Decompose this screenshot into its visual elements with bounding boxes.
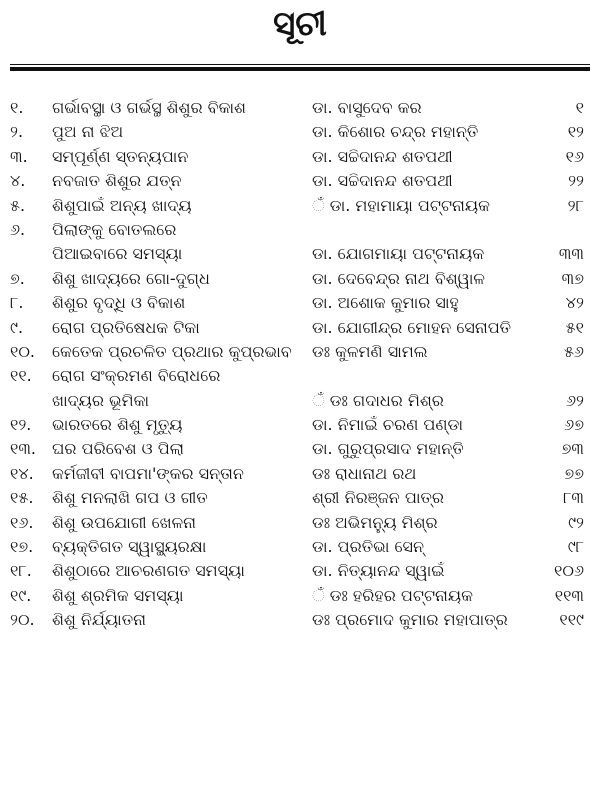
toc-entry-number: ୨. [10, 122, 24, 142]
toc-row [0, 364, 600, 388]
toc-entry-page: ୪୨ [565, 293, 584, 313]
toc-entry-page: ୭୭ [564, 463, 584, 483]
toc-entry-number: ୧୮. [10, 561, 32, 581]
toc-entry-number: ୧୬. [10, 512, 34, 532]
toc-entry-page: ୨୮ [567, 195, 584, 215]
toc-entry-page: ୫୧ [565, 317, 584, 337]
toc-entry-title: ପିଲାଙ୍କୁ ବୋତଲରେ [52, 219, 177, 239]
toc-entry-page: ୨୨ [568, 171, 584, 191]
toc-entry-page: ୧୧୯ [559, 610, 584, 630]
toc-row [0, 437, 600, 461]
toc-row [0, 96, 600, 120]
toc-entry-author: ଡା. ନିମାଇଁ ଚରଣ ପଣ୍ଡା [312, 415, 463, 435]
toc-row [0, 169, 600, 193]
toc-row [0, 413, 600, 437]
toc-entry-title: ସମ୍ପୂର୍ଣ୍ଣ ସ୍ତନ୍ୟପାନ [52, 146, 189, 166]
toc-row [0, 389, 600, 413]
toc-entry-author: ଡା. ଦେବେନ୍ଦ୍ର ନାଥ ବିଶ୍ୱାଳ [312, 268, 485, 288]
toc-entry-title: ଶିଶୁ ଉପଯୋଗୀ ଖେଳନା [52, 512, 197, 532]
toc-entry-page: ୮୩ [563, 488, 584, 508]
toc-entry-title: ଶିଶୁ ଶ୍ରମିକ ସମସ୍ୟା [52, 585, 184, 605]
page-title: ସୂଚୀ [273, 4, 327, 44]
toc-entry-author: ଁ ଡା. ମହାମାୟା ପଟ୍ଟନାୟକ [312, 195, 490, 215]
toc-entry-number: ୮. [10, 293, 24, 313]
toc-entry-number: ୧୨. [10, 415, 32, 435]
toc-entry-author: ଡା. ବାସୁଦେବ କର [312, 98, 422, 117]
toc-entry-title: ରୋଗ ପ୍ରତିଷେଧକ ଟିକା [52, 317, 200, 337]
toc-entry-page: ୧୨ [567, 122, 584, 142]
toc-entry-number: ୨୦. [10, 610, 35, 630]
toc-entry-author: ଁ ଡଃ ଗଦାଧର ମିଶ୍ର [312, 390, 444, 410]
toc-entry-title: ଶିଶୁଠାରେ ଆଚରଣଗତ ସମସ୍ୟା [52, 561, 245, 581]
toc-entry-page: ୧ [575, 98, 584, 117]
toc-entry-title: ଶିଶୁ ଖାଦ୍ୟରେ ଗୋ-ଦୁଗ୍ଧ [52, 268, 210, 288]
toc-entry-title: ବ୍ୟକ୍ତିଗତ ସ୍ୱାସ୍ଥ୍ୟରକ୍ଷା [52, 537, 207, 557]
toc-row [0, 608, 600, 632]
toc-row [0, 462, 600, 486]
toc-row [0, 535, 600, 559]
table-of-contents [0, 96, 600, 633]
toc-entry-number: ୧୧. [10, 366, 32, 386]
toc-entry-author: ଡା. ଗୁରୁପ୍ରସାଦ ମହାନ୍ତି [312, 439, 464, 459]
toc-row [0, 194, 600, 218]
toc-row [0, 559, 600, 583]
toc-entry-number: ୭. [10, 268, 25, 288]
toc-row [0, 145, 600, 169]
toc-row [0, 511, 600, 535]
toc-row [0, 340, 600, 364]
toc-entry-title: ନବଜାତ ଶିଶୁର ଯତ୍ନ [52, 171, 182, 191]
toc-entry-page: ୧୬ [565, 146, 584, 166]
toc-row [0, 218, 600, 242]
toc-entry-page: ୭୩ [561, 439, 584, 459]
toc-entry-number: ୫. [10, 195, 26, 215]
toc-entry-author: ଡା. ଯୋଗମାୟା ପଟ୍ଟନାୟକ [312, 244, 485, 264]
toc-entry-number: ୬. [10, 219, 26, 239]
toc-entry-author: ଡଃ କୁଳମଣି ସାମଲ [312, 341, 428, 361]
header-rule-thick [10, 67, 590, 71]
toc-entry-title: ଭାରତରେ ଶିଶୁ ମୃତ୍ୟୁ [52, 415, 183, 435]
toc-entry-author: ଡା. ଅଶୋକ କୁମାର ସାହୁ [312, 293, 459, 313]
toc-entry-author: ଡଃ ପ୍ରମୋଦ କୁମାର ମହାପାତ୍ର [312, 610, 508, 630]
toc-entry-number: ୧. [10, 98, 24, 117]
header-rule-thin [10, 64, 590, 65]
toc-entry-title: କର୍ମଜୀବୀ ବାପମା'ଙ୍କର ସନ୍ତାନ [52, 463, 244, 483]
toc-entry-title: ପିଆଇବାରେ ସମସ୍ୟା [52, 244, 183, 264]
toc-entry-title: ଶିଶୁ ନିର୍ଯ୍ୟାତନା [52, 610, 146, 630]
toc-entry-author: ଡା. କିଶୋର ଚନ୍ଦ୍ର ମହାନ୍ତି [312, 122, 479, 142]
toc-entry-title: ରୋଗ ସଂକ୍ରମଣ ବିରୋଧରେ [52, 366, 221, 386]
toc-entry-title: ଖାଦ୍ୟର ଭୂମିକା [52, 390, 150, 410]
toc-entry-page: ୩୩ [558, 244, 584, 264]
toc-entry-page: ୫୬ [563, 341, 584, 361]
toc-entry-page: ୩୭ [561, 268, 584, 288]
toc-row [0, 486, 600, 510]
toc-entry-title: ଶିଶୁର ବୃଦ୍ଧି ଓ ବିକାଶ [52, 293, 186, 313]
toc-entry-number: ୧୯. [10, 585, 32, 605]
toc-entry-number: ୧୭. [10, 537, 34, 557]
toc-entry-number: ୧୦. [10, 341, 36, 361]
toc-row [0, 120, 600, 144]
toc-entry-page: ୧୦୬ [554, 561, 584, 581]
toc-entry-number: ୩. [10, 146, 28, 166]
toc-row [0, 316, 600, 340]
toc-entry-author: ଶ୍ରୀ ନିରଞ୍ଜନ ପାତ୍ର [312, 488, 445, 508]
toc-entry-number: ୯. [10, 317, 24, 337]
toc-entry-title: ପୁଅ ନା ଝିଅ [52, 122, 124, 142]
toc-entry-author: ଡା. ସଚ୍ଚିଦାନନ୍ଦ ଶତପଥୀ [312, 146, 453, 166]
toc-entry-number: ୧୪. [10, 463, 34, 483]
toc-entry-page: ୯୨ [568, 512, 584, 532]
toc-entry-author: ଁ ଡଃ ହରିହର ପଟ୍ଟନାୟକ [312, 585, 473, 605]
toc-entry-number: ୪. [10, 171, 26, 191]
toc-entry-title: ଶିଶୁପାଇଁ ଅନ୍ୟ ଖାଦ୍ୟ [52, 195, 192, 215]
toc-row [0, 291, 600, 315]
toc-entry-page: ୯୮ [567, 537, 584, 557]
toc-row [0, 584, 600, 608]
toc-entry-page: ୬୭ [564, 415, 584, 435]
toc-entry-author: ଡା. ସଚ୍ଚିଦାନନ୍ଦ ଶତପଥୀ [312, 171, 453, 191]
toc-row [0, 267, 600, 291]
toc-entry-title: ଘର ପରିବେଶ ଓ ପିଲା [52, 439, 184, 459]
toc-entry-title: କେତେକ ପ୍ରଚଳିତ ପ୍ରଥାର କୁପ୍ରଭାବ [52, 341, 292, 361]
toc-row [0, 242, 600, 266]
toc-entry-author: ଡଃ ଅଭିମନ୍ୟୁ ମିଶ୍ର [312, 512, 438, 532]
toc-entry-number: ୧୫. [10, 488, 34, 508]
toc-entry-page: ୬୨ [565, 390, 584, 410]
toc-entry-author: ଡା. ପ୍ରତିଭା ସେନ୍ [312, 537, 424, 557]
toc-entry-author: ଡଃ ରାଧାନାଥ ରଥ [312, 463, 417, 483]
toc-entry-page: ୧୧୩ [554, 585, 584, 605]
toc-entry-title: ଶିଶୁ ମନଲାଖି ଗପ ଓ ଗୀତ [52, 488, 208, 508]
toc-entry-author: ଡା. ଯୋଗୀନ୍ଦ୍ର ମୋହନ ସେନାପତି [312, 317, 512, 337]
toc-entry-title: ଗର୍ଭାବସ୍ଥା ଓ ଗର୍ଭସ୍ଥ ଶିଶୁର ବିକାଶ [52, 98, 246, 117]
toc-entry-number: ୧୩. [10, 439, 36, 459]
toc-entry-author: ଡା. ନିତ୍ୟାନନ୍ଦ ସ୍ୱାଇଁ [312, 561, 445, 581]
